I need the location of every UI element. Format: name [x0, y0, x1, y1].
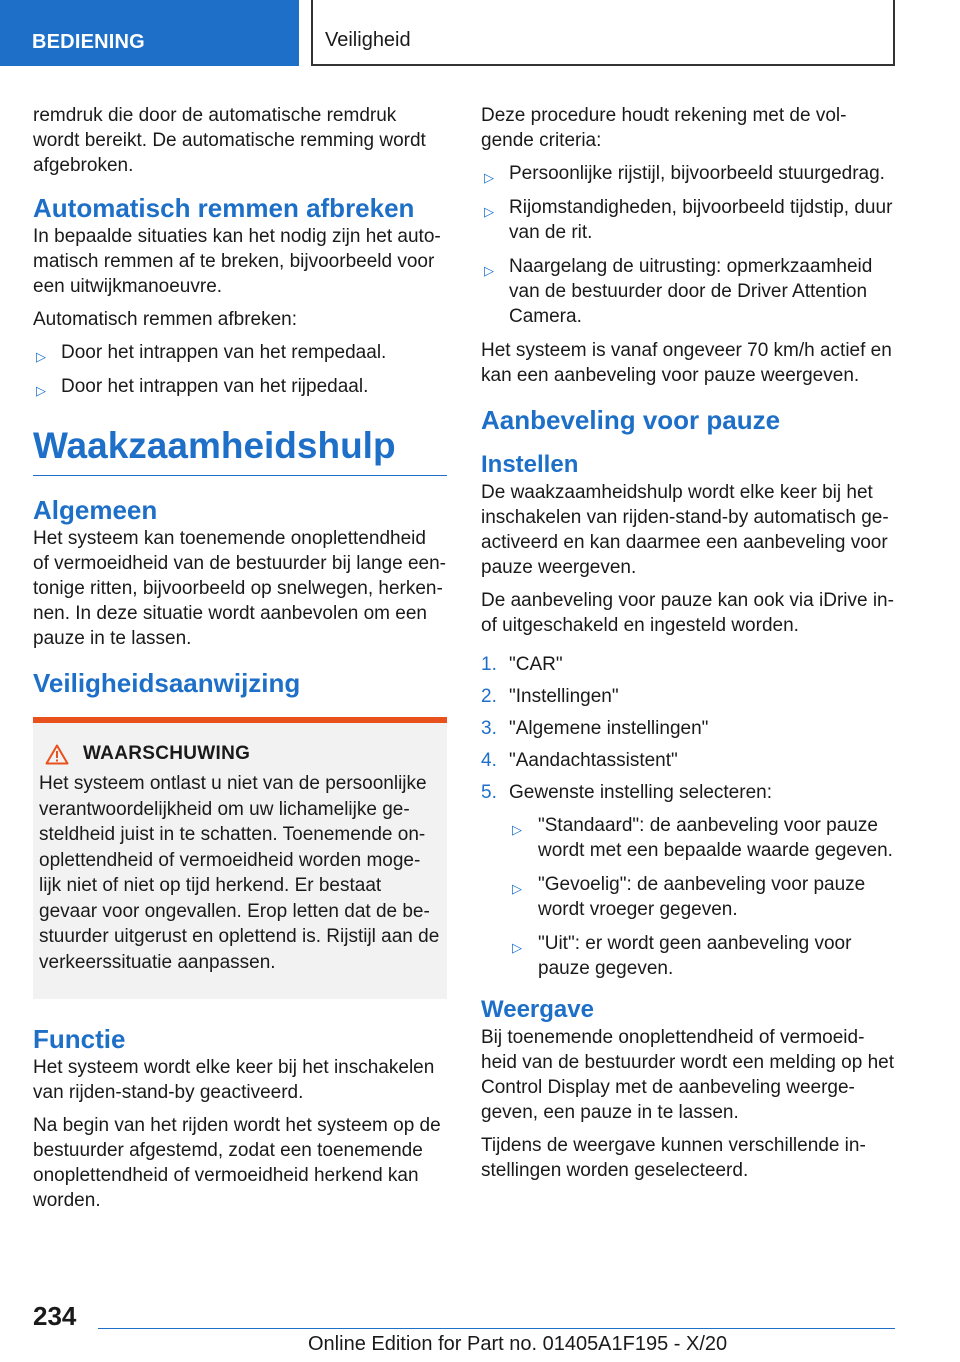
right-column	[481, 103, 897, 1191]
safety-heading: Veiligheidsaanwijzing	[33, 668, 301, 698]
triangle-bullet-icon: ▷	[36, 383, 46, 398]
display-heading: Weergave	[481, 996, 594, 1023]
list-item: ▷ Door het intrappen van het rempedaal.	[33, 340, 447, 365]
general-paragraph: Het systeem kan toenemende onoplettendheid of vermoeidheid van de bestuurder bij lange een-tonige ritten, bijvoorbeeld op snelwegen, herken-nen. In deze situatie wordt aanbevolen om een pauze in te lassen.	[33, 528, 446, 649]
criteria-lead: Deze procedure houdt rekening met de vol-gende criteria:	[481, 105, 847, 151]
triangle-bullet-icon: ▷	[484, 170, 494, 185]
triangle-bullet-icon: ▷	[512, 822, 522, 837]
abort-heading: Automatisch remmen afbreken	[33, 193, 415, 223]
list-item: ▷ Door het intrappen van het rijpedaal.	[33, 374, 447, 399]
left-column	[33, 103, 447, 1221]
function-heading: Functie	[33, 1024, 126, 1054]
step-item: 5. Gewenste instelling selecteren: ▷ "Standaard": de aanbeveling voor pauze wordt met een bepaalde waarde gegeven. ▷ "Gevoelig": de aanbeveling voor pauze wordt vroeger gegeven. ▷ "Uit": er wordt geen aanbeveling voor pauze gegeven.	[481, 780, 897, 981]
abort-paragraph: In bepaalde situaties kan het nodig zijn het auto-matisch remmen af te breken, bijvoorbeeld voor een uitwijkmanoeuvre.	[33, 226, 441, 297]
list-item: ▷ Persoonlijke rijstijl, bijvoorbeeld stuurgedrag.	[481, 161, 897, 186]
step-item: 3. "Algemene instellingen"	[481, 718, 709, 739]
triangle-bullet-icon: ▷	[512, 881, 522, 896]
header-chapter-label: Veiligheid	[325, 29, 411, 51]
pause-heading: Aanbeveling voor pauze	[481, 405, 781, 435]
list-item: ▷ "Uit": er wordt geen aanbeveling voor pauze gegeven.	[512, 933, 852, 979]
general-heading: Algemeen	[33, 495, 158, 525]
warning-text: Het systeem ontlast u niet van de persoonlijke verantwoordelijkheid om uw lichamelijke ge-steldheid juist in te schatten. Toenemende on-oplettendheid of vermoeidheid worden moge-lijk niet of niet op tijd herkend. Er bestaat gevaar voor ongevallen. Erop letten dat de be-stuurder uitgerust en oplettend is. Rijstijl aan de verkeerssituatie aanpassen.	[39, 773, 440, 973]
header-chapter-box	[311, 0, 895, 66]
triangle-bullet-icon: ▷	[512, 940, 522, 955]
abort-lead: Automatisch remmen afbreken:	[33, 309, 298, 330]
main-section-title: Waakzaamheidshulp	[33, 423, 447, 476]
header-section-tab	[0, 0, 299, 66]
warning-label: WAARSCHUWING	[83, 743, 251, 764]
warning-triangle-icon	[45, 744, 69, 765]
abort-list	[33, 340, 447, 399]
setup-paragraph-2: De aanbeveling voor pauze kan ook via iDrive in-of uitgeschakeld en ingesteld worden.	[481, 590, 894, 636]
function-paragraph-2: Na begin van het rijden wordt het systeem op de bestuurder afgestemd, zodat een toenemende onoplettendheid of vermoeidheid herkend kan worden.	[33, 1115, 441, 1211]
step-item: 2. "Instellingen"	[481, 686, 619, 707]
active-note: Het systeem is vanaf ongeveer 70 km/h actief en kan een aanbeveling voor pauze weergeven.	[481, 340, 892, 386]
triangle-bullet-icon: ▷	[36, 349, 46, 364]
footer-edition: Online Edition for Part no. 01405A1F195 - X/20	[308, 1333, 728, 1355]
setting-options-list	[509, 813, 897, 981]
criteria-list	[481, 161, 897, 329]
list-item: ▷ "Standaard": de aanbeveling voor pauze wordt met een bepaalde waarde gegeven.	[512, 815, 893, 861]
setup-heading: Instellen	[481, 451, 579, 478]
list-item: ▷ Naargelang de uitrusting: opmerkzaamheid van de bestuurder door de Driver Attention Camera.	[484, 256, 873, 327]
intro-paragraph: remdruk die door de automatische remdruk wordt bereikt. De automatische remming wordt afgebroken.	[33, 105, 426, 176]
triangle-bullet-icon: ▷	[484, 263, 494, 278]
setup-paragraph-1: De waakzaamheidshulp wordt elke keer bij het inschakelen van rijden-stand-by automatisch ge-activeerd en kan daarmee een aanbeveling voor pauze weergeven.	[481, 482, 889, 578]
display-paragraph-2: Tijdens de weergave kunnen verschillende in-stellingen worden geselecteerd.	[481, 1135, 866, 1181]
steps-list	[481, 652, 897, 981]
function-paragraph-1: Het systeem wordt elke keer bij het inschakelen van rijden-stand-by geactiveerd.	[33, 1057, 435, 1103]
header-section-label: BEDIENING	[32, 31, 145, 53]
triangle-bullet-icon: ▷	[484, 204, 494, 219]
display-paragraph-1: Bij toenemende onoplettendheid of vermoeid-heid van de bestuurder wordt een melding op het Control Display met de aanbeveling weerge-geven, een pauze in te lassen.	[481, 1027, 894, 1123]
step-item: 1. "CAR"	[481, 654, 563, 675]
warning-header	[45, 743, 441, 765]
list-item: ▷ "Gevoelig": de aanbeveling voor pauze wordt vroeger gegeven.	[512, 874, 866, 920]
page-number: 234	[33, 1301, 77, 1331]
list-item: ▷ Rijomstandigheden, bijvoorbeeld tijdstip, duur van de rit.	[484, 197, 893, 243]
step-item: 4. "Aandachtassistent"	[481, 750, 678, 771]
warning-box	[33, 717, 447, 999]
footer-divider	[98, 1328, 895, 1329]
